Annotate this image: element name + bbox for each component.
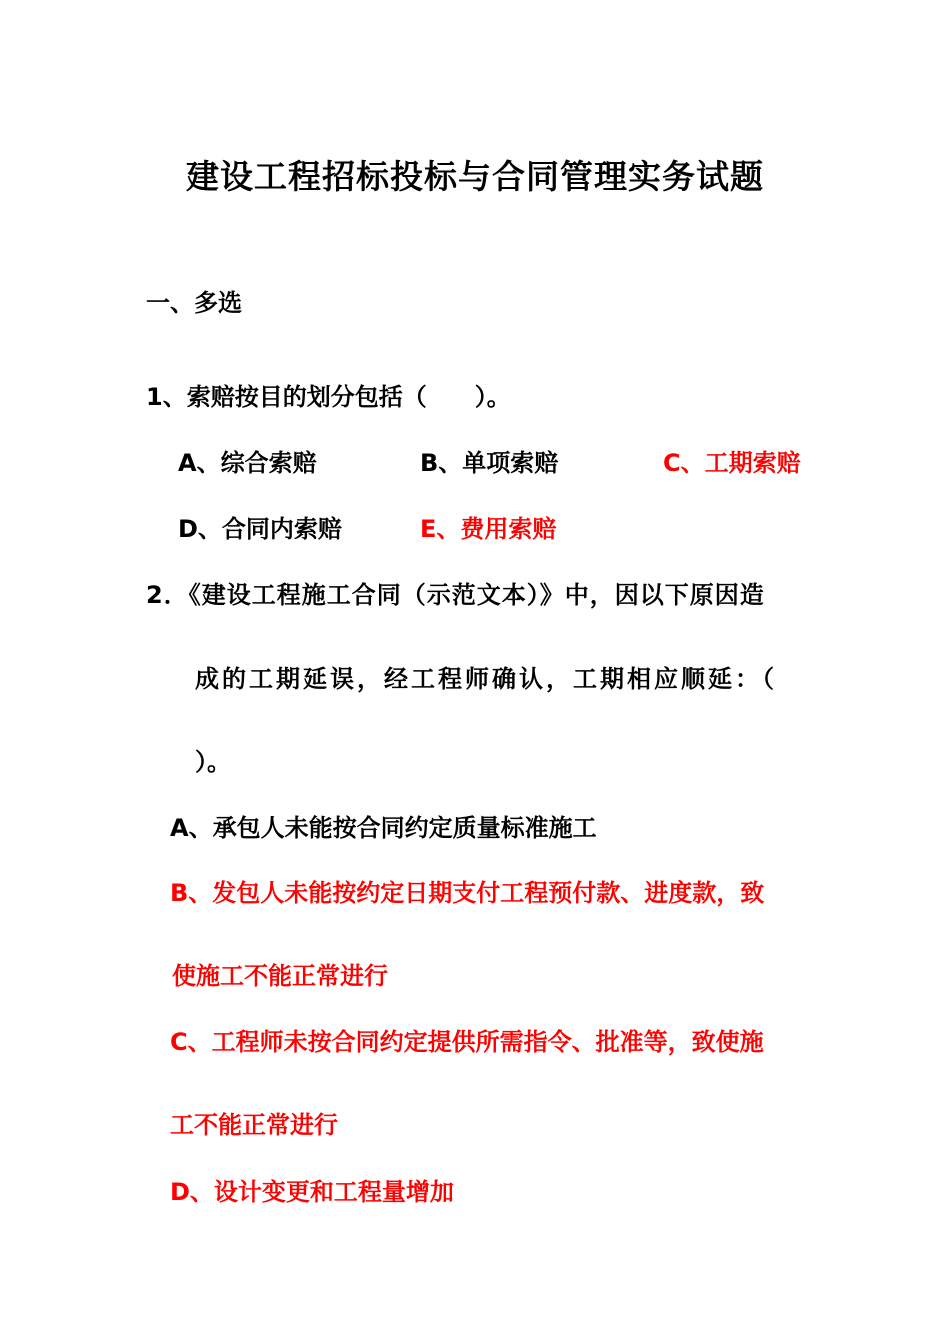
q2-option-b-line-2: 使施工不能正常进行: [172, 962, 388, 990]
q1-option-b: B、单项索赔: [420, 449, 559, 477]
q2-option-a: A、承包人未能按合同约定质量标准施工: [170, 814, 597, 842]
question-2-stem-line-3: ）。: [195, 748, 231, 776]
q2-option-c-line-2: 工不能正常进行: [170, 1111, 338, 1139]
question-2-stem-line-2: 成的工期延误，经工程师确认，工期相应顺延：（: [195, 665, 777, 693]
section-heading: 一、多选: [146, 289, 242, 317]
document-title: 建设工程招标投标与合同管理实务试题: [186, 157, 764, 196]
question-1-stem: 1、索赔按目的划分包括（ ）。: [146, 383, 511, 411]
q1-option-e: E、费用索赔: [420, 515, 557, 543]
q2-option-b-line-1: B、发包人未能按约定日期支付工程预付款、进度款，致: [170, 879, 765, 907]
q2-option-d: D、设计变更和工程量增加: [170, 1178, 454, 1206]
q1-option-c: C、工期索赔: [663, 449, 801, 477]
q1-option-a: A、综合索赔: [178, 449, 317, 477]
q1-option-d: D、合同内索赔: [178, 515, 342, 543]
q2-option-c-line-1: C、工程师未按合同约定提供所需指令、批准等，致使施: [170, 1028, 764, 1056]
question-2-stem-line-1: 2．《建设工程施工合同（示范文本）》中，因以下原因造: [146, 581, 765, 609]
